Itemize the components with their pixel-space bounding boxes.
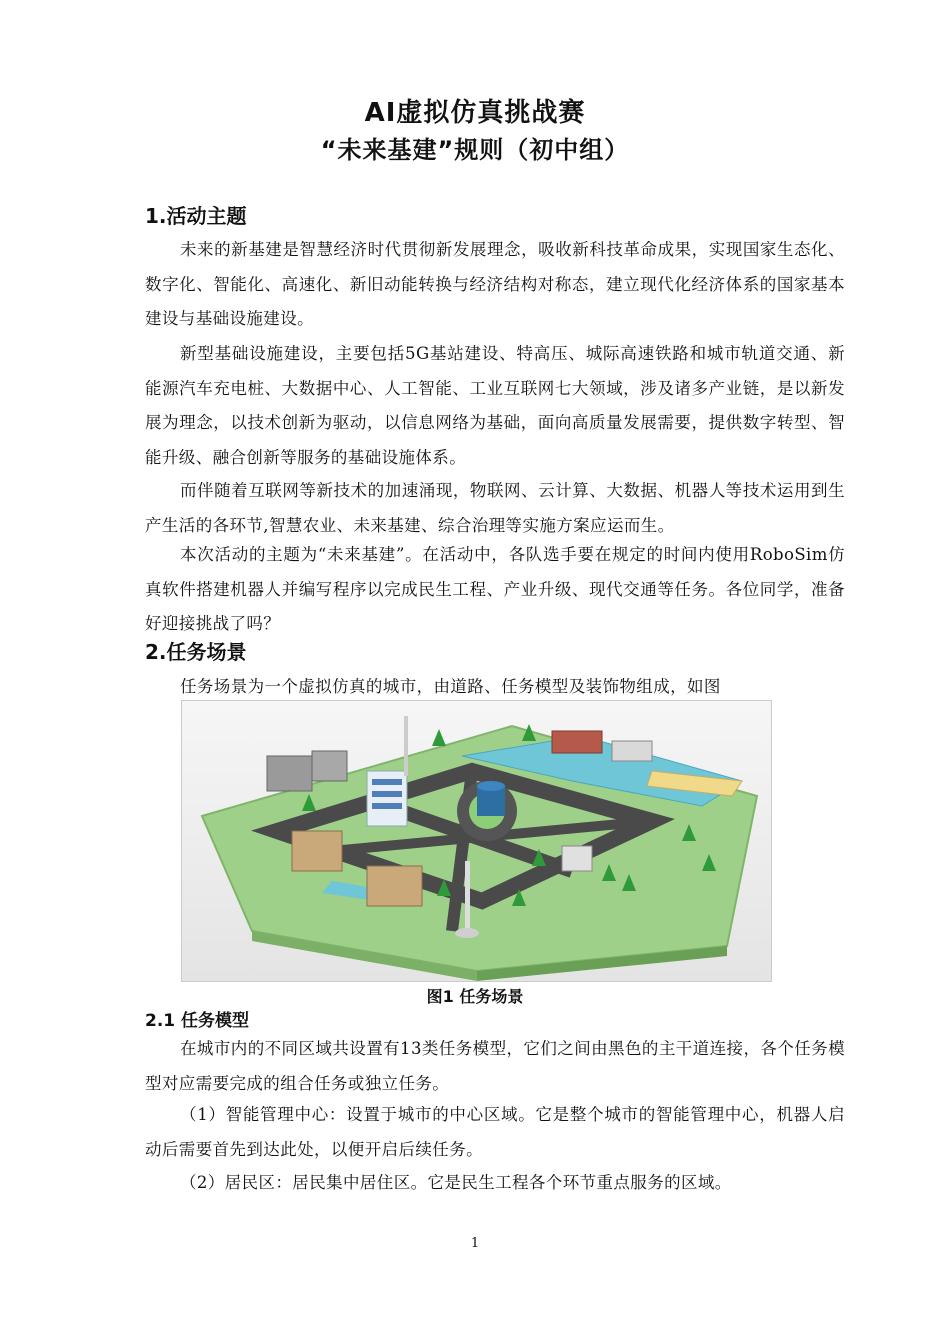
figure-caption: 图1 任务场景 xyxy=(426,987,524,1006)
task-scene-image xyxy=(181,700,772,982)
section-1-paragraph-4: 本次活动的主题为“未来基建”。在活动中，各队选手要在规定的时间内使用RoboSim仿真软件搭建机器人并编写程序以完成民生工程、产业升级、现代交通等任务。各位同学，准备好迎接挑战了吗？ xyxy=(145,545,845,633)
section-1-heading: 1.活动主题 xyxy=(145,204,247,228)
page-number: 1 xyxy=(470,1236,480,1251)
document-title: AI虚拟仿真挑战赛 xyxy=(364,98,586,128)
city-model-illustration xyxy=(182,701,771,981)
subsection-2-1-heading: 2.1 任务模型 xyxy=(145,1011,250,1031)
section-2-paragraph-3: （2）居民区：居民集中居住区。它是民生工程各个环节重点服务的区域。 xyxy=(180,1173,732,1192)
section-1-paragraph-3: 而伴随着互联网等新技术的加速涌现，物联网、云计算、大数据、机器人等技术运用到生产生活的各环节,智慧农业、未来基建、综合治理等实施方案应运而生。 xyxy=(145,481,845,535)
section-2-paragraph-1: 在城市内的不同区域共设置有13类任务模型，它们之间由黑色的主干道连接，各个任务模型对应需要完成的组合任务或独立任务。 xyxy=(145,1039,845,1093)
document-subtitle: “未来基建”规则（初中组） xyxy=(320,136,630,164)
section-2-heading: 2.任务场景 xyxy=(145,640,247,664)
section-1-paragraph-1: 未来的新基建是智慧经济时代贯彻新发展理念，吸收新科技革命成果，实现国家生态化、数字化、智能化、高速化、新旧动能转换与经济结构对称态，建立现代化经济体系的国家基本建设与基础设施建设。 xyxy=(145,240,845,328)
section-2-paragraph-2: （1）智能管理中心：设置于城市的中心区域。它是整个城市的智能管理中心，机器人启动后需要首先到达此处，以便开启后续任务。 xyxy=(145,1105,845,1159)
section-2-intro: 任务场景为一个虚拟仿真的城市，由道路、任务模型及装饰物组成，如图 xyxy=(180,677,721,696)
section-1-paragraph-2: 新型基础设施建设，主要包括5G基站建设、特高压、城际高速铁路和城市轨道交通、新能源汽车充电桩、大数据中心、人工智能、工业互联网七大领域，涉及诸多产业链，是以新发展为理念，以技术创新为驱动，以信息网络为基础，面向高质量发展需要，提供数字转型、智能升级、融合创新等服务的基础设施体系。 xyxy=(145,344,845,467)
